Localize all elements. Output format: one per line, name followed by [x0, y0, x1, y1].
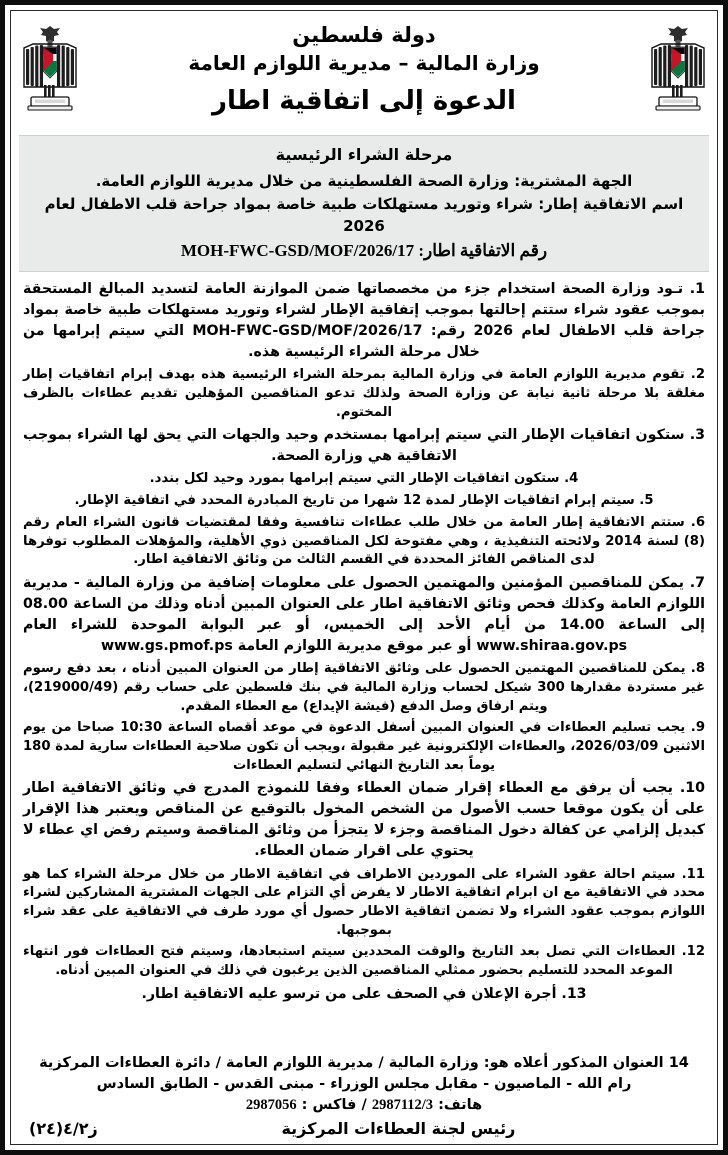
contact-separator: / — [361, 1097, 367, 1114]
fax-label: فاكس : — [301, 1097, 357, 1114]
ministry-title: وزارة المالية – مديرية اللوازم العامة — [188, 50, 540, 75]
procurement-stage-label: مرحلة الشراء الرئيسية — [275, 145, 453, 164]
page-title: الدعوة إلى اتفاقية اطار — [212, 85, 516, 116]
agreement-name-line: اسم الاتفاقية إطار: شراء وتوريد مستهلكات طبية خاصة بمواد جراحة قلب الاطفال لعام 2026 — [44, 194, 684, 235]
address-line-1: 14 العنوان المذكور أعلاه هو: وزارة المالية / مديرية اللوازم العامة / دائرة العطاءات المركزية — [39, 1055, 689, 1072]
address-block — [19, 1052, 709, 1117]
agreement-number-label: رقم الاتفاقية اطار: — [418, 240, 548, 260]
clause-item: 13. أجرة الإعلان في الصحف على من ترسو عليه الاتفاقية اطار. — [141, 985, 587, 1002]
clause-item: 9. يجب تسليم العطاءات في العنوان المبين أسفل الدعوة في موعد أقصاه الساعة 10:30 صباحا من يوم الاثنين 2026/03/09، والعطاءات الإلكترونية غير مقبولة ،ويجب أن تكون صلاحية العطاءات سارية لمدة 180 يوماً بعد التاريخ النهائي لتسليم العطاءات — [23, 720, 705, 773]
palestine-coat-of-arms-eagle-icon — [647, 23, 709, 115]
clause-item: 11. سيتم احالة عقود الشراء على الموردين الاطراف في اتفاقية الاطار من خلال مرحلة الشراء كما هو محدد في الاتفاقية مع ان ابرام اتفاقية الاطار لا يفرض أي التزام على الجهات المشترية المشاركين لشراء اللوازم بموجب عقود الشراء ولا تضمن اتفاقية الاطار حصول أي مورد طرف في الاتفاقية على عقد شراء بموجبها. — [23, 866, 705, 938]
address-line-2: رام الله - الماصيون - مقابل مجلس الوزراء - مبنى القدس - الطابق السادس — [96, 1076, 632, 1093]
clause-item: 10. يجب أن يرفق مع العطاء إقرار ضمان العطاء وفقا للنموذج المدرج في وثائق الاتفاقية اطار على أن يكون موقعا حسب الأصول من الشخص المخول بالتوقيع عن المناقص ويعتبر هذا الإقرار كبديل إلزامي عن كفالة دخول المناقصة وجزء لا يتجزأ من وثائق المناقصة وسيتم رفض اي عطاء لا يحتوي على اقرار ضمان العطاء. — [23, 780, 705, 860]
agreement-number-value: MOH-FWC-GSD/MOF/2026/17 — [180, 240, 415, 260]
clause-item: 3. ستكون اتفاقيات الإطار التي سيتم إبرامها بمستخدم وحيد والجهات التي يحق لها الشراء بموجب الاتفاقية هي وزارة الصحة. — [23, 427, 705, 465]
palestine-coat-of-arms-eagle-icon — [19, 23, 81, 115]
header-title-group — [81, 21, 647, 119]
country-title: دولة فلسطين — [292, 23, 436, 47]
clause-list — [19, 272, 709, 1052]
clause-item: 2. تقوم مديرية اللوازم العامة في وزارة المالية بمرحلة الشراء الرئيسية هذه بهدف إبرام اتفاقيات إطار مغلقة بلا مرحلة ثانية نيابة عن وزارة الصحة ولذلك تدعو المناقصين المؤهلين تقديم عطاءات بالظرف المختوم. — [23, 367, 705, 420]
phone-number: 2987112/3 — [371, 1097, 434, 1114]
agreement-number-line — [25, 238, 703, 264]
clause-item: 4. ستكون اتفاقيات الإطار التي سيتم إبرامها بمورد وحيد لكل بندد. — [149, 471, 579, 487]
page-inner-frame — [10, 10, 718, 1145]
contact-line — [23, 1095, 705, 1117]
purchasing-entity-line: الجهة المشترية: وزارة الصحة الفلسطينية من خلال مديرية اللوازم العامة. — [95, 172, 633, 190]
clause-item: 1. تـود وزارة الصحة استخدام جزء من مخصصاتها ضمن الموازنة العامة لتسديد المبالغ المستحقة بموجب عقود شراء ستتم إحالتها بموجب إتفاقية الإطار لشراء وتوريد مستهلكات طبية خاصة بمواد جراحة قلب الاطفال لعام 2026 رقم: MOH-FWC-GSD/MOF/2026/17 التي سيتم إبرامها من خلال مرحلة الشراء الرئيسية هذه. — [23, 281, 705, 361]
fax-number: 2987056 — [245, 1097, 297, 1114]
clause-item: 8. يمكن للمناقصين المهتمين الحصول على وثائق الاتفاقية إطار من العنوان المبين أدناه ، بعد دفع رسوم غير مستردة مقدارها 300 شيكل لحساب وزارة المالية في بنك فلسطين على حساب رقم (219000/49)، ويتم ارفاق وصل الدفع (فيشة الإيداع) مع العطاء المقدم. — [23, 661, 705, 714]
signoff-row — [19, 1117, 709, 1142]
signoff-title: رئيس لجنة العطاءات المركزية — [281, 1119, 516, 1138]
clause-item: 6. ستتم الاتفاقية إطار العامة من خلال طلب عطاءات تنافسية وفقا لمقتضيات قانون الشراء العام رقم (8) لسنة 2014 ولائحته التنفيذية ، وهي مفتوحة لكل المناقصين ذوي الأهلية، والمؤهلات المطلوب توفرها لدى المناقص الفائز المحددة في القسم الثالث من وثائق الاتفاقية اطار. — [23, 514, 705, 568]
document-reference-code: ز٤/٢(٢٤) — [29, 1119, 98, 1138]
phone-label: هاتف: — [438, 1097, 483, 1114]
clause-item: 7. يمكن للمناقصين المؤمنين والمهتمين الحصول على معلومات إضافية من وزارة المالية - مديرية اللوازم العامة وكذلك فحص وثائق الاتفاقية اطار على العنوان المبين أدناه وذلك من الساعة 08.00 إلى الساعة 14.00 من أيام الأحد إلى الخميس، أو عبر البوابة الموحدة للشراء العام www.shiraa.gov.ps أو عبر موقع مديرية اللوازم العامة www.gs.pmof.ps — [23, 574, 705, 655]
procurement-summary-band — [19, 135, 709, 272]
document-header — [19, 15, 709, 133]
clause-item: 5. سيتم إبرام اتفاقيات الإطار لمدة 12 شهرا من تاريخ المبادرة المحدد في اتفاقية الإطار. — [74, 493, 654, 509]
clause-item: 12. العطاءات التي تصل بعد التاريخ والوقت المحددين سيتم استبعادها، وسيتم فتح العطاءات فور انتهاء الموعد المحدد للتسليم بحضور ممثلي المناقصين الذين يرغبون في ذلك في العنوان المبين أدناه. — [23, 944, 705, 979]
